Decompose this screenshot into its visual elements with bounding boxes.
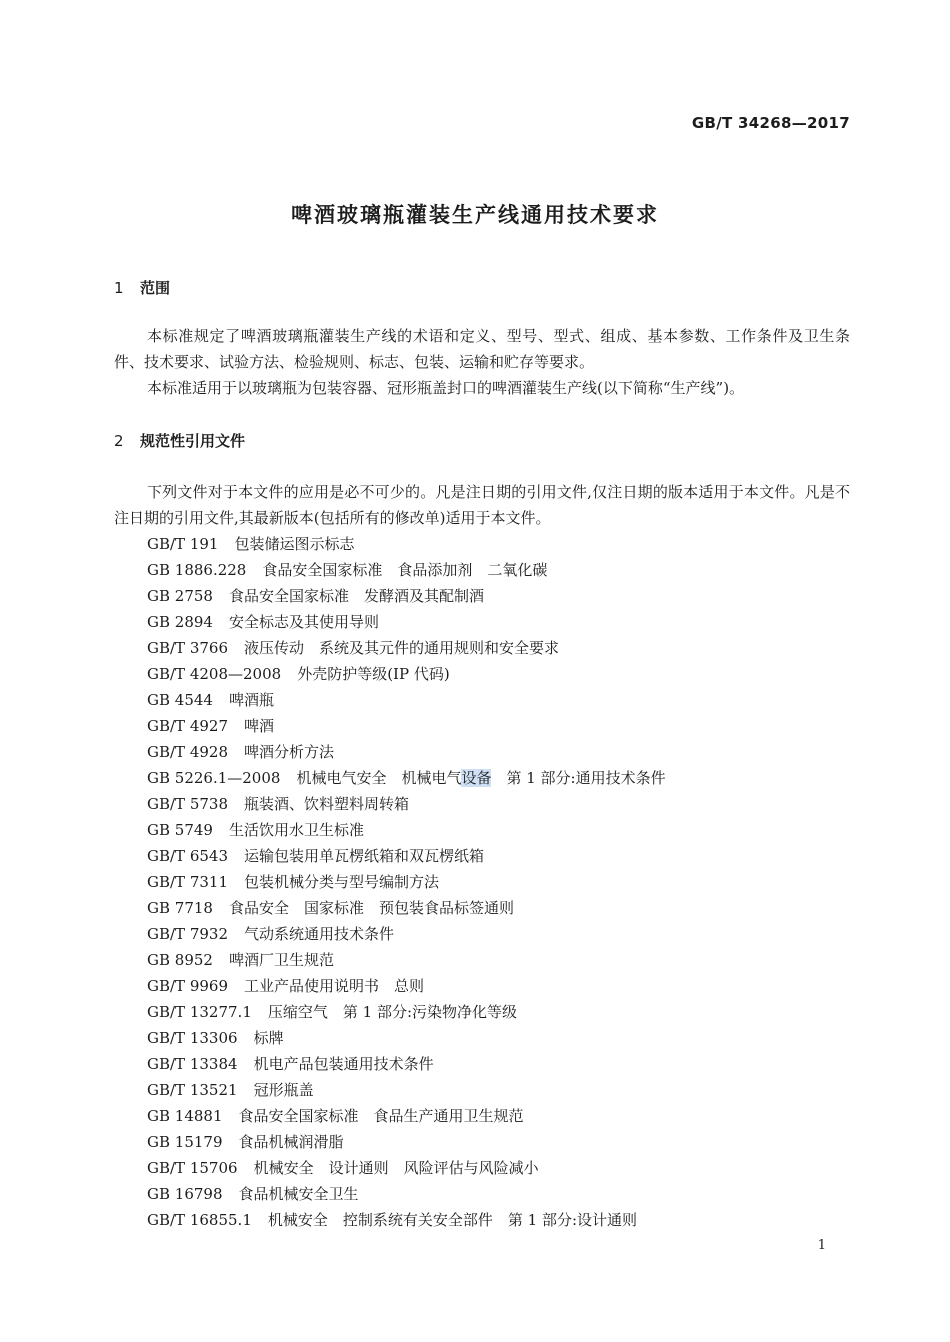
reference-title: 机电产品包装通用技术条件 — [253, 1055, 434, 1073]
reference-code: GB/T 13384 — [147, 1055, 238, 1073]
reference-title: 安全标志及其使用导则 — [228, 613, 379, 631]
reference-code: GB/T 3766 — [147, 639, 229, 657]
reference-code: GB 4544 — [147, 691, 213, 709]
reference-title: 啤酒厂卫生规范 — [228, 951, 334, 969]
reference-title: 瓶装酒、饮料塑料周转箱 — [244, 795, 410, 813]
reference-code: GB 5749 — [147, 821, 213, 839]
reference-code: GB 2758 — [147, 587, 213, 605]
reference-item — [147, 635, 666, 661]
section-1-number: 1 — [114, 279, 124, 297]
section-2-intro: 下列文件对于本文件的应用是必不可少的。凡是注日期的引用文件,仅注日期的版本适用于本文件。凡是不注日期的引用文件,其最新版本(包括所有的修改单)适用于本文件。 — [114, 483, 850, 527]
reference-code: GB/T 15706 — [147, 1159, 238, 1177]
reference-item — [147, 817, 666, 843]
reference-code: GB/T 13521 — [147, 1081, 238, 1099]
reference-title-part-2: 第 1 部分:通用技术条件 — [491, 769, 666, 787]
reference-code: GB 2894 — [147, 613, 213, 631]
reference-title: 啤酒分析方法 — [244, 743, 335, 761]
reference-title: 食品安全国家标准 发酵酒及其配制酒 — [228, 587, 484, 605]
reference-title: 啤酒 — [244, 717, 275, 735]
reference-item — [147, 791, 666, 817]
reference-code: GB 16798 — [147, 1185, 223, 1203]
reference-code: GB/T 4928 — [147, 743, 229, 761]
section-2-heading — [114, 430, 245, 451]
reference-item — [147, 1181, 666, 1207]
reference-code: GB/T 4208—2008 — [147, 665, 282, 683]
reference-title: 食品机械安全卫生 — [238, 1185, 359, 1203]
reference-item — [147, 661, 666, 687]
reference-code: GB 14881 — [147, 1107, 223, 1125]
reference-title: 运输包装用单瓦楞纸箱和双瓦楞纸箱 — [244, 847, 485, 865]
reference-title-part-1: 机械电气安全 机械电气 — [296, 769, 462, 787]
reference-code: GB/T 191 — [147, 535, 219, 553]
document-title: 啤酒玻璃瓶灌装生产线通用技术要求 — [291, 203, 659, 227]
reference-code: GB/T 6543 — [147, 847, 229, 865]
reference-title: 外壳防护等级(IP 代码) — [297, 665, 450, 683]
reference-list — [147, 531, 666, 1233]
reference-title: 食品安全 国家标准 预包装食品标签通则 — [228, 899, 514, 917]
reference-code: GB/T 13277.1 — [147, 1003, 252, 1021]
reference-item — [147, 583, 666, 609]
reference-title: 食品安全国家标准 食品生产通用卫生规范 — [238, 1107, 524, 1125]
section-1-heading — [114, 277, 170, 298]
page-number: 1 — [817, 1238, 826, 1253]
reference-code: GB/T 9969 — [147, 977, 229, 995]
reference-item — [147, 765, 666, 791]
reference-item — [147, 1051, 666, 1077]
section-2-number: 2 — [114, 432, 124, 450]
reference-item — [147, 713, 666, 739]
reference-title: 生活饮用水卫生标准 — [228, 821, 364, 839]
section-1-paragraph-2: 本标准适用于以玻璃瓶为包装容器、冠形瓶盖封口的啤酒灌装生产线(以下简称“生产线”)。 — [147, 379, 745, 397]
section-1-title: 范围 — [140, 279, 171, 297]
reference-title: 机械安全 控制系统有关安全部件 第 1 部分:设计通则 — [267, 1211, 638, 1229]
reference-code: GB 8952 — [147, 951, 213, 969]
reference-item — [147, 1129, 666, 1155]
reference-title: 冠形瓶盖 — [253, 1081, 314, 1099]
reference-title: 食品安全国家标准 食品添加剂 二氧化碳 — [262, 561, 548, 579]
section-1-paragraph-1: 本标准规定了啤酒玻璃瓶灌装生产线的术语和定义、型号、型式、组成、基本参数、工作条件及卫生条件、技术要求、试验方法、检验规则、标志、包装、运输和贮存等要求。 — [114, 327, 850, 371]
reference-item — [147, 687, 666, 713]
reference-item — [147, 843, 666, 869]
reference-code: GB 5226.1—2008 — [147, 769, 281, 787]
reference-title: 压缩空气 第 1 部分:污染物净化等级 — [267, 1003, 518, 1021]
reference-code: GB/T 7932 — [147, 925, 229, 943]
reference-title: 气动系统通用技术条件 — [244, 925, 395, 943]
reference-code: GB 15179 — [147, 1133, 223, 1151]
reference-item — [147, 531, 666, 557]
reference-item — [147, 947, 666, 973]
reference-item — [147, 895, 666, 921]
section-2-title: 规范性引用文件 — [140, 432, 246, 450]
reference-item — [147, 921, 666, 947]
reference-title: 标牌 — [253, 1029, 284, 1047]
reference-item — [147, 557, 666, 583]
reference-item — [147, 1103, 666, 1129]
reference-code: GB/T 16855.1 — [147, 1211, 252, 1229]
reference-item — [147, 1025, 666, 1051]
reference-title: 液压传动 系统及其元件的通用规则和安全要求 — [244, 639, 560, 657]
reference-title: 包装机械分类与型号编制方法 — [244, 873, 440, 891]
reference-title: 包装储运图示标志 — [234, 535, 355, 553]
reference-item — [147, 869, 666, 895]
reference-title: 工业产品使用说明书 总则 — [244, 977, 425, 995]
reference-code: GB 1886.228 — [147, 561, 247, 579]
reference-title: 机械安全 设计通则 风险评估与风险减小 — [253, 1159, 539, 1177]
reference-item — [147, 999, 666, 1025]
reference-title: 啤酒瓶 — [228, 691, 274, 709]
reference-item — [147, 609, 666, 635]
reference-code: GB/T 5738 — [147, 795, 229, 813]
reference-title: 食品机械润滑脂 — [238, 1133, 344, 1151]
reference-item — [147, 1155, 666, 1181]
reference-item — [147, 1077, 666, 1103]
standard-number: GB/T 34268—2017 — [691, 114, 850, 132]
reference-code: GB/T 4927 — [147, 717, 229, 735]
text-selection-highlight: 设备 — [461, 769, 492, 787]
reference-item — [147, 973, 666, 999]
reference-code: GB/T 13306 — [147, 1029, 238, 1047]
reference-code: GB/T 7311 — [147, 873, 229, 891]
reference-item — [147, 1207, 666, 1233]
reference-item — [147, 739, 666, 765]
reference-code: GB 7718 — [147, 899, 213, 917]
